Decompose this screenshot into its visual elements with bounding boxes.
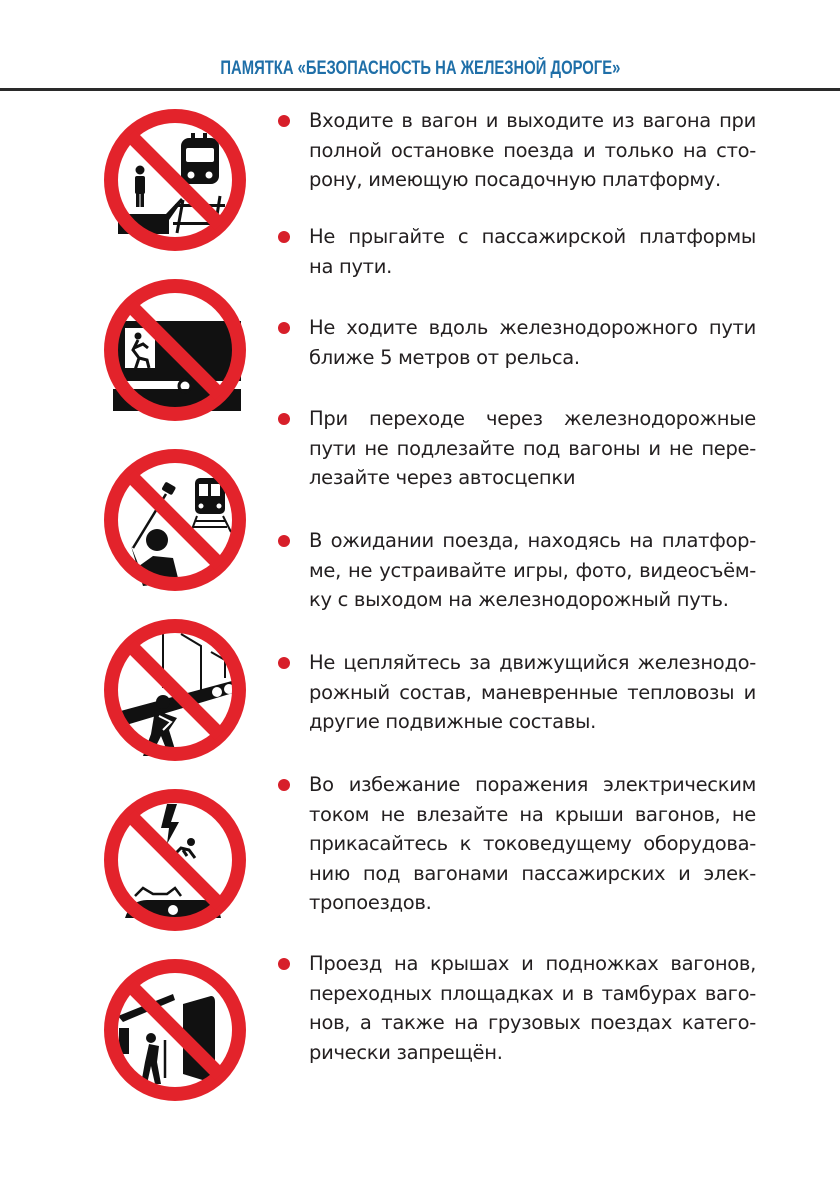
rule-text: пути не подлезайте под вагоны и не пере- [309,436,756,460]
rule-text: Проезд на крышах и подножках вагонов, [309,952,756,975]
rule-text: ку с выходом на железнодорожный путь. [309,588,729,611]
header [0,58,840,80]
rule-text: другие подвижные составы. [309,710,597,733]
rule-item [278,526,756,615]
rule-item [278,949,756,1067]
bullet-icon [278,231,290,243]
bullet-icon [278,779,290,791]
rule-item [278,106,756,195]
rule-text: на пути. [309,254,393,278]
rule-text: рожный состав, маневренные тепловозы и [309,680,756,704]
rule-text: нов, а также на грузовых поездах катего- [309,1011,756,1034]
rule-text: ме, не устраивайте игры, фото, видеосъём- [309,558,756,582]
rule-text: При переходе через железнодорожные [309,407,756,430]
rule-text: Входите в вагон и выходите из вагона при [309,109,756,132]
bullet-icon [278,958,290,970]
rule-text: переходных площадках и в тамбурах ваго- [309,981,756,1005]
rule-text: полной остановке поезда и только на сто- [309,138,756,162]
rule-text: рически запрещён. [309,1040,503,1064]
rule-text: рону, имеющую посадочную платформу. [309,168,721,191]
no-climbing-on-roof-electric-shock-icon [103,788,247,932]
rule-text: нию под вагонами пассажирских и элек- [309,861,756,885]
rule-item [278,313,756,372]
rule-text: током не влезайте на крыши вагонов, не [309,802,756,826]
rule-text: тропоездов. [309,891,432,914]
rule-item [278,404,756,493]
no-riding-on-footboard-icon [103,958,247,1102]
rule-text: Не ходите вдоль железнодорожного пути [309,316,756,339]
rule-text: прикасайтесь к токоведущему оборудова- [309,832,756,855]
bullet-icon [278,115,290,127]
rule-text: лезайте через автосцепки [309,466,576,489]
page-title: ПАМЯТКА «БЕЗОПАСНОСТЬ НА ЖЕЛЕЗНОЙ ДОРОГЕ» [220,58,620,79]
bullet-icon [278,657,290,669]
rule-text: Не прыгайте с пассажирской платформы [309,225,756,248]
rule-text: Не цепляйтесь за движущийся железнодо- [309,651,756,674]
header-divider [0,88,840,91]
rule-text: ближе 5 метров от рельса. [309,345,580,369]
no-crawling-under-wagons-icon [103,278,247,422]
bullet-icon [278,535,290,547]
rule-item [278,648,756,737]
rule-item [278,222,756,281]
rule-text: Во избежание поражения электрическим [309,773,756,796]
no-selfie-near-train-icon [103,448,247,592]
bullet-icon [278,322,290,334]
rule-text: В ожидании поезда, находясь на платфор- [309,529,756,552]
no-hanging-on-moving-train-icon [103,618,247,762]
no-boarding-from-track-side-icon [103,108,247,252]
rule-item [278,770,756,918]
bullet-icon [278,413,290,425]
